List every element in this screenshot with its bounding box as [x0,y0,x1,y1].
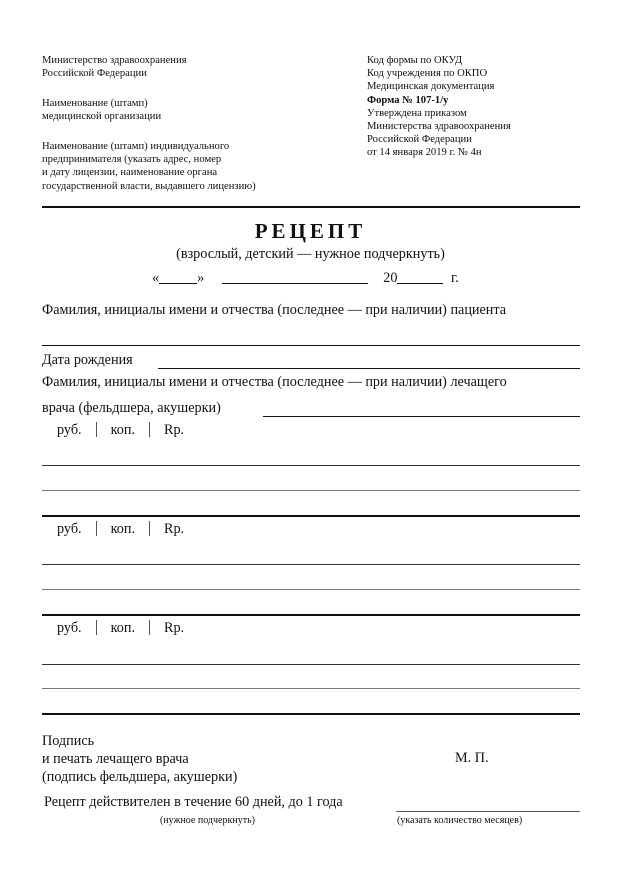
rx-block-2-line-2[interactable] [42,589,580,590]
column-separator [96,620,97,635]
okpo-code-label: Код учреждения по ОКПО [367,68,488,80]
column-separator [149,422,150,437]
ministry-line-1: Министерство здравоохранения [42,55,187,66]
rx-block-3-header [57,620,184,637]
approved-line-3: Российской Федерации [367,134,472,146]
signature-line-2: и печать лечащего врача [42,751,189,767]
ministry-line-2: Российской Федерации [42,68,147,80]
rx-block-3-line-1[interactable] [42,664,580,665]
document-title: РЕЦЕПТ [254,219,367,243]
year-prefix: 20 [383,270,398,286]
rub-label: руб. [57,620,82,636]
date-day-field[interactable] [159,269,197,284]
year-suffix: г. [451,270,459,286]
rx-block-2-header [57,521,184,538]
org-stamp-block [42,97,161,123]
rx-block-1-line-1[interactable] [42,465,580,466]
org-stamp-line-1: Наименование (штамп) [42,98,148,109]
rub-label: руб. [57,422,82,438]
rx-block-divider-3 [42,713,580,715]
kop-label: коп. [110,521,135,537]
form-codes-block [367,54,511,160]
document-subtitle: (взрослый, детский — нужное подчеркнуть) [176,246,445,262]
approved-line-4: от 14 января 2019 г. № 4н [367,147,482,159]
validity-months-field[interactable] [396,811,580,812]
signature-line-1: Подпись [42,733,95,749]
ip-stamp-block [42,140,256,193]
column-separator [149,620,150,635]
doctor-name-field[interactable] [263,416,580,417]
doctor-label-line-2: врача (фельдшера, акушерки) [42,400,221,416]
approved-line-2: Министерства здравоохранения [367,121,511,133]
validity-text: Рецепт действителен в течение 60 дней, до 1 года [44,794,343,810]
patient-name-label: Фамилия, инициалы имени и отчества (последнее — при наличии) пациента [42,302,507,318]
column-separator [96,422,97,437]
date-row [152,269,459,287]
approved-line-1: Утверждена приказом [367,107,467,119]
date-month-field[interactable] [222,269,368,284]
rp-label: Rp. [164,521,185,537]
open-quote: « [152,270,160,286]
ip-stamp-line-2: предпринимателя (указать адрес, номер [42,154,222,166]
validity-caption-right: (указать количество месяцев) [397,815,523,826]
rp-label: Rp. [164,422,185,438]
ministry-block [42,54,186,80]
rx-block-1-line-2[interactable] [42,490,580,491]
rub-label: руб. [57,521,82,537]
column-separator [96,521,97,536]
form-number: Форма № 107-1/у [367,94,449,106]
rx-block-1-header [57,422,184,439]
validity-caption-left: (нужное подчеркнуть) [160,815,255,826]
rp-label: Rp. [164,620,185,636]
dob-field[interactable] [158,368,580,369]
rx-block-divider-1 [42,515,580,517]
kop-label: коп. [110,422,135,438]
patient-name-field[interactable] [42,345,580,346]
org-stamp-line-2: медицинской организации [42,111,162,123]
signature-block [42,732,237,786]
close-quote: » [197,270,205,286]
rx-block-2-line-1[interactable] [42,564,580,565]
rx-block-3-line-2[interactable] [42,688,580,689]
header-divider [42,206,580,208]
ip-stamp-line-1: Наименование (штамп) индивидуального [42,141,230,152]
column-separator [149,521,150,536]
date-year-field[interactable] [397,269,443,284]
okud-code-label: Код формы по ОКУД [367,55,463,66]
ip-stamp-line-3: и дату лицензии, наименование органа [42,167,218,179]
dob-label: Дата рождения [42,352,133,368]
stamp-place-label: М. П. [455,750,489,766]
kop-label: коп. [110,620,135,636]
rx-block-divider-2 [42,614,580,616]
ip-stamp-line-4: государственной власти, выдавшего лицензию) [42,180,256,192]
signature-line-3: (подпись фельдшера, акушерки) [42,769,238,785]
med-doc-label: Медицинская документация [367,81,495,93]
doctor-label-line-1: Фамилия, инициалы имени и отчества (последнее — при наличии) лечащего [42,374,507,390]
